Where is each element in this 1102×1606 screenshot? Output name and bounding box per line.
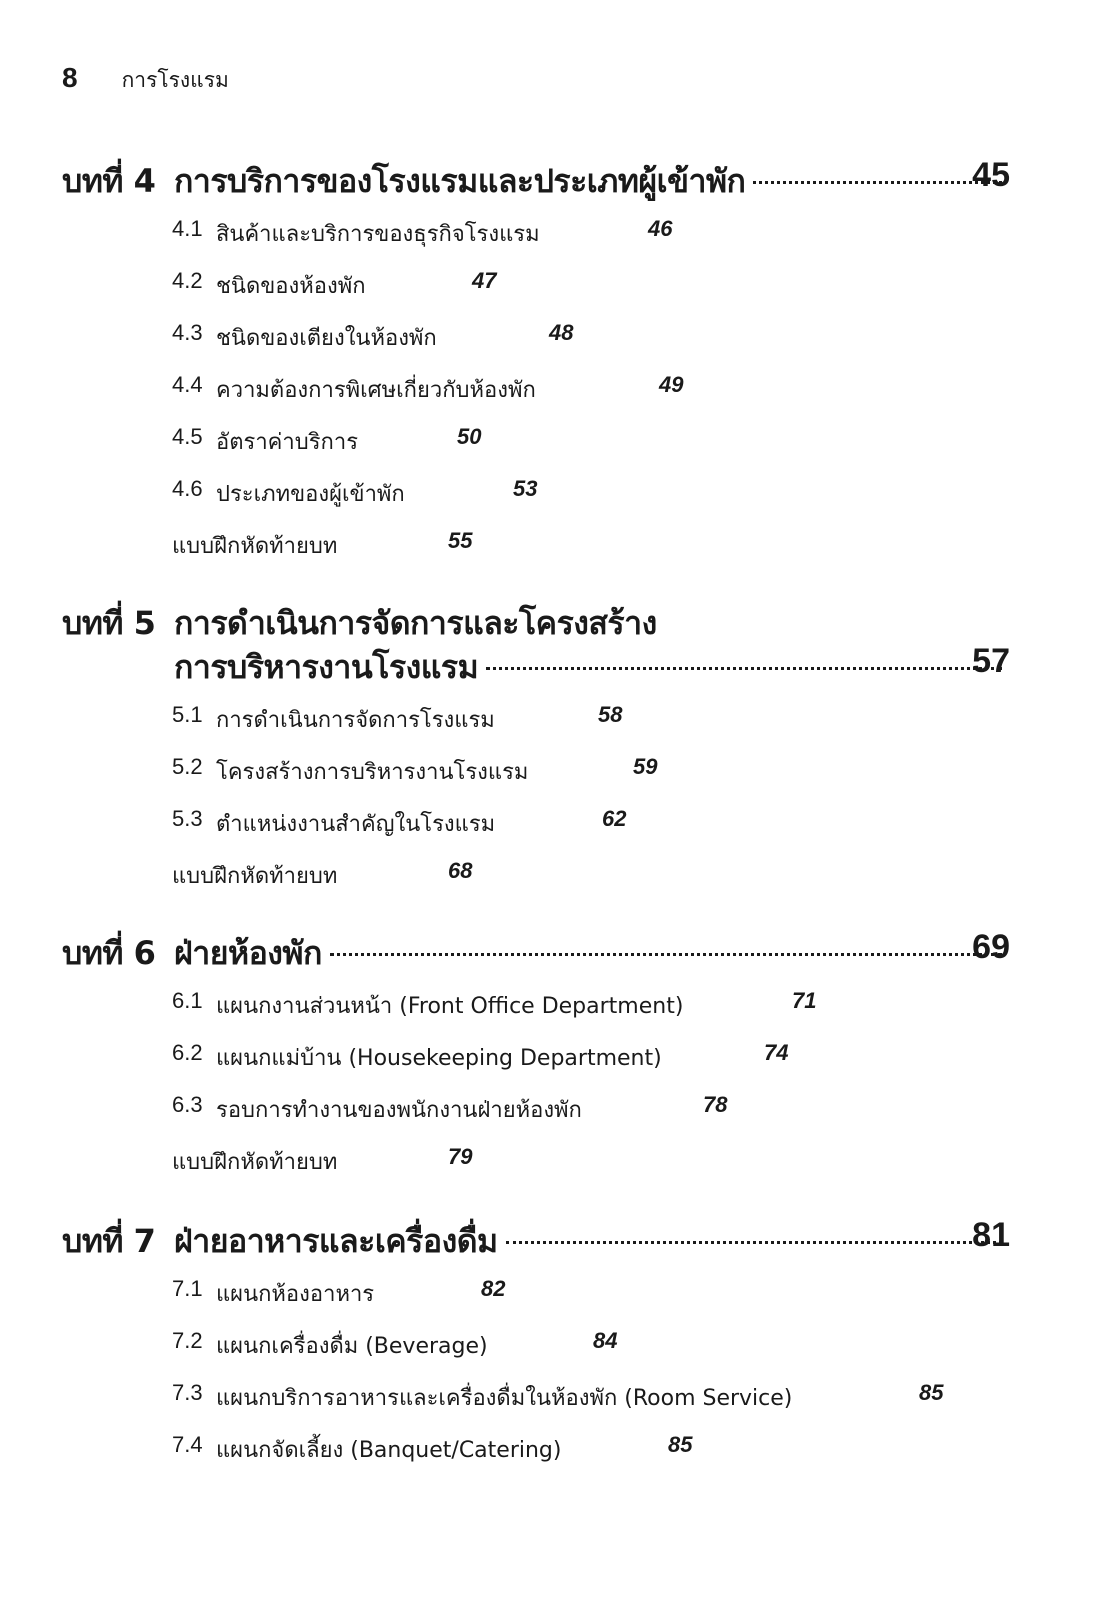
toc-entry bbox=[0, 1424, 1102, 1476]
entry-page-number: 62 bbox=[602, 806, 627, 831]
entry-page-number: 55 bbox=[448, 528, 473, 553]
entry-number: 7.4 bbox=[172, 1432, 203, 1457]
entry-page-number: 50 bbox=[457, 424, 482, 449]
entry-number: 7.2 bbox=[172, 1328, 203, 1353]
entry-page-number: 79 bbox=[448, 1144, 473, 1169]
entry-page-number: 84 bbox=[593, 1328, 618, 1353]
chapter-heading-line-2 bbox=[0, 642, 1102, 688]
toc-entry-exercises bbox=[0, 520, 1102, 572]
entry-number: 4.6 bbox=[172, 476, 203, 501]
toc-entry bbox=[0, 746, 1102, 798]
dot-leader bbox=[486, 667, 1002, 670]
entry-title: แผนกงานส่วนหน้า (Front Office Department) bbox=[216, 994, 684, 1019]
entry-title: แบบฝึกหัดท้ายบท bbox=[172, 534, 338, 559]
entry-title: การดำเนินการจัดการโรงแรม bbox=[216, 708, 495, 733]
entry-title: ความต้องการพิเศษเกี่ยวกับห้องพัก bbox=[216, 378, 536, 403]
chapter-heading-line-1 bbox=[0, 598, 1102, 642]
chapter-5 bbox=[0, 598, 1102, 902]
entry-title: สินค้าและบริการของธุรกิจโรงแรม bbox=[216, 222, 540, 247]
toc-entry bbox=[0, 364, 1102, 416]
chapter-page-number: 81 bbox=[972, 1216, 1010, 1254]
entry-title: แผนกเครื่องดื่ม (Beverage) bbox=[216, 1334, 488, 1359]
entry-title: ชนิดของเตียงในห้องพัก bbox=[216, 326, 437, 351]
toc-entry bbox=[0, 1032, 1102, 1084]
chapter-heading bbox=[0, 1216, 1102, 1262]
chapter-4 bbox=[0, 156, 1102, 572]
entry-title: แผนกบริการอาหารและเครื่องดื่มในห้องพัก (Room Service) bbox=[216, 1386, 793, 1411]
chapter-title: ฝ่ายอาหารและเครื่องดื่ม bbox=[174, 1222, 498, 1260]
entry-number: 7.3 bbox=[172, 1380, 203, 1405]
entry-number: 5.1 bbox=[172, 702, 203, 727]
chapter-6 bbox=[0, 928, 1102, 1188]
entry-page-number: 48 bbox=[549, 320, 574, 345]
toc-entry bbox=[0, 416, 1102, 468]
entry-title: แผนกจัดเลี้ยง (Banquet/Catering) bbox=[216, 1438, 562, 1463]
entry-page-number: 53 bbox=[513, 476, 538, 501]
entry-number: 6.3 bbox=[172, 1092, 203, 1117]
entry-number: 5.2 bbox=[172, 754, 203, 779]
entry-number: 6.1 bbox=[172, 988, 203, 1013]
entry-title: ตำแหน่งงานสำคัญในโรงแรม bbox=[216, 812, 496, 837]
chapter-heading bbox=[0, 156, 1102, 202]
chapter-label: บทที่ 4 bbox=[62, 162, 156, 200]
entry-page-number: 82 bbox=[481, 1276, 506, 1301]
toc-entry bbox=[0, 208, 1102, 260]
entry-page-number: 74 bbox=[764, 1040, 789, 1065]
entry-title: อัตราค่าบริการ bbox=[216, 430, 359, 455]
entry-title: ประเภทของผู้เข้าพัก bbox=[216, 482, 405, 507]
chapter-title: การบริการของโรงแรมและประเภทผู้เข้าพัก bbox=[174, 162, 746, 200]
chapter-page-number: 57 bbox=[972, 642, 1010, 680]
toc-entry bbox=[0, 1372, 1102, 1424]
chapter-page-number: 45 bbox=[972, 156, 1010, 194]
entry-title: ชนิดของห้องพัก bbox=[216, 274, 366, 299]
toc-entry bbox=[0, 468, 1102, 520]
chapter-label: บทที่ 5 bbox=[62, 604, 156, 642]
entry-number: 4.1 bbox=[172, 216, 203, 241]
entry-title: แบบฝึกหัดท้ายบท bbox=[172, 1150, 338, 1175]
toc-entry bbox=[0, 1084, 1102, 1136]
chapter-7 bbox=[0, 1216, 1102, 1476]
toc-entry bbox=[0, 260, 1102, 312]
toc-entry bbox=[0, 980, 1102, 1032]
chapter-heading bbox=[0, 928, 1102, 974]
entry-page-number: 85 bbox=[668, 1432, 693, 1457]
running-header bbox=[62, 62, 229, 96]
entry-page-number: 49 bbox=[659, 372, 684, 397]
toc-entry-exercises bbox=[0, 1136, 1102, 1188]
entry-page-number: 78 bbox=[703, 1092, 728, 1117]
entry-page-number: 47 bbox=[472, 268, 497, 293]
chapter-label: บทที่ 6 bbox=[62, 934, 156, 972]
entry-page-number: 68 bbox=[448, 858, 473, 883]
toc-entry bbox=[0, 312, 1102, 364]
dot-leader bbox=[753, 181, 1002, 184]
entry-page-number: 58 bbox=[598, 702, 623, 727]
entry-number: 4.5 bbox=[172, 424, 203, 449]
chapter-label: บทที่ 7 bbox=[62, 1222, 156, 1260]
toc-entry bbox=[0, 1320, 1102, 1372]
toc-entry bbox=[0, 798, 1102, 850]
running-title: การโรงแรม bbox=[121, 68, 229, 92]
entry-page-number: 59 bbox=[633, 754, 658, 779]
chapter-title-line-1: การดำเนินการจัดการและโครงสร้าง bbox=[174, 604, 657, 642]
toc-entry bbox=[0, 694, 1102, 746]
entry-number: 4.3 bbox=[172, 320, 203, 345]
chapter-title: การบริหารงานโรงแรม bbox=[174, 648, 479, 686]
chapter-page-number: 69 bbox=[972, 928, 1010, 966]
entry-title: แผนกห้องอาหาร bbox=[216, 1282, 375, 1307]
entry-number: 5.3 bbox=[172, 806, 203, 831]
entry-page-number: 46 bbox=[648, 216, 673, 241]
chapter-title: ฝ่ายห้องพัก bbox=[174, 934, 322, 972]
toc-entry bbox=[0, 1268, 1102, 1320]
entry-title: รอบการทำงานของพนักงานฝ่ายห้องพัก bbox=[216, 1098, 582, 1123]
dot-leader bbox=[506, 1241, 1002, 1244]
entry-number: 7.1 bbox=[172, 1276, 203, 1301]
entry-title: โครงสร้างการบริหารงานโรงแรม bbox=[216, 760, 529, 785]
dot-leader bbox=[330, 953, 1002, 956]
toc-entry-exercises bbox=[0, 850, 1102, 902]
entry-number: 4.2 bbox=[172, 268, 203, 293]
entry-title: แผนกแม่บ้าน (Housekeeping Department) bbox=[216, 1046, 662, 1071]
entry-page-number: 85 bbox=[919, 1380, 944, 1405]
entry-number: 6.2 bbox=[172, 1040, 203, 1065]
entry-number: 4.4 bbox=[172, 372, 203, 397]
page-number: 8 bbox=[62, 62, 78, 93]
entry-title: แบบฝึกหัดท้ายบท bbox=[172, 864, 338, 889]
entry-page-number: 71 bbox=[792, 988, 817, 1013]
